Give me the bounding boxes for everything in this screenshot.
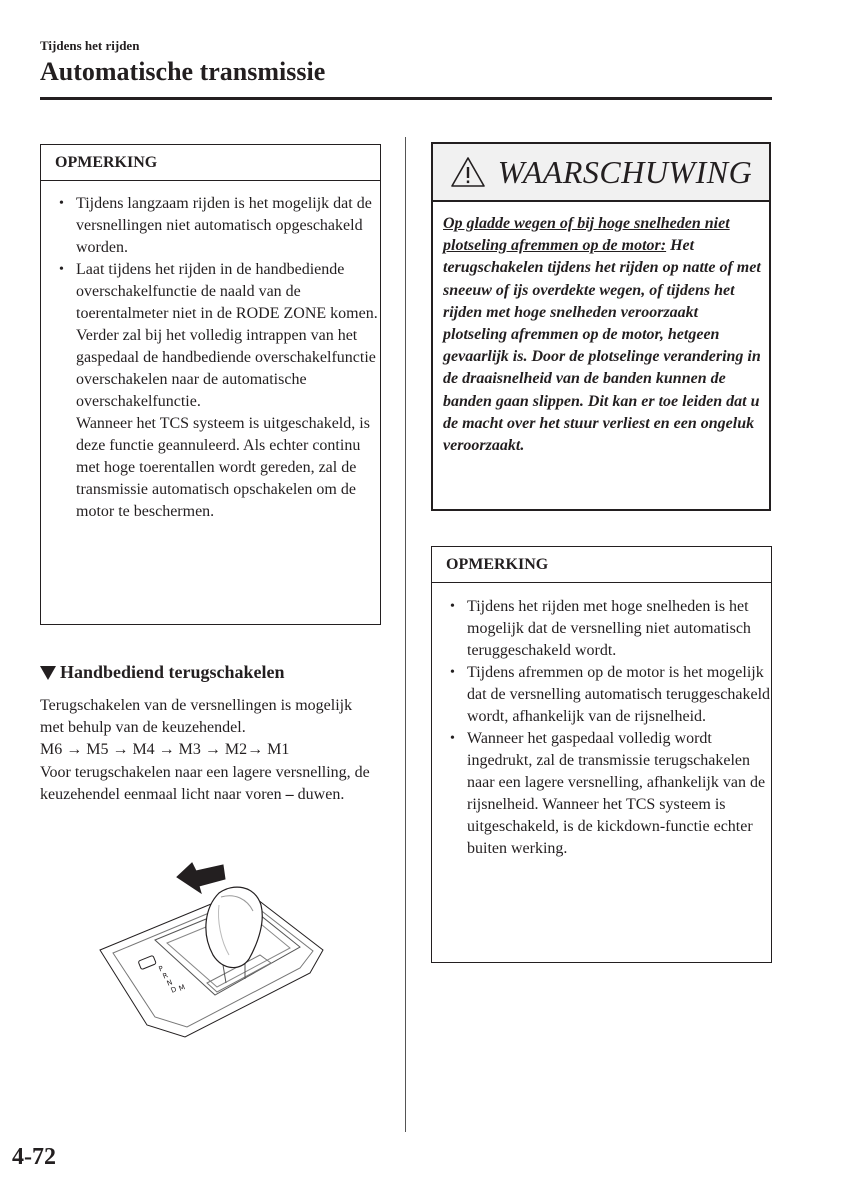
section-label: Tijdens het rijden xyxy=(40,38,140,53)
list-item xyxy=(432,662,771,728)
subsection-heading xyxy=(40,662,285,683)
warning-title: WAARSCHUWING xyxy=(497,153,753,190)
gate-label: P xyxy=(157,964,165,974)
subsection-title: Handbediend terugschakelen xyxy=(60,662,285,682)
note-heading: OPMERKING xyxy=(41,145,380,181)
warning-body: Het terugschakelen tijdens het rijden op natte of met sneeuw of ijs overdekte wegen, of tijdens het rijden met hoge snelheden veroorzaakt plotseling afremmen op de motor, hetgeen gevaarlijk is. Door de plotselinge verandering in de draaisnelheid van de banden kunnen de banden gaan slippen. Dit kan er toe leiden dat u de macht over het stuur verliest en een ongeluk veroorzaakt. xyxy=(443,237,761,455)
list-item-text: • Wanneer het gaspedaal volledig wordt ingedrukt, zal de transmissie terugschakelen naar een lagere versnelling, afhankelijk van de rijsnelheid. Wanneer het TCS systeem is uitgeschakeld, is de kickdown-functie echter buiten werking. xyxy=(467,730,766,857)
list-item xyxy=(41,193,380,259)
list-item xyxy=(41,259,380,523)
body-text xyxy=(40,695,380,806)
column-divider xyxy=(405,137,406,1132)
warning-box xyxy=(431,142,771,511)
paragraph xyxy=(40,762,380,806)
paragraph-text: duwen. xyxy=(297,785,345,803)
down-triangle-icon xyxy=(40,666,56,680)
note-box-left xyxy=(40,144,381,625)
list-item-text: Wanneer het TCS systeem is uitgeschakeld, is deze functie geannuleerd. Als echter continu met hoge toerentallen wordt gereden, zal de transmissie automatisch opschakelen om de motor te beschermen. xyxy=(76,415,370,520)
gear-sequence: M6 → M5 → M4 → M3 → M2→ M1 xyxy=(40,741,290,759)
paragraph: Terugschakelen van de versnellingen is mogelijk met behulp van de keuzehendel. xyxy=(40,697,353,737)
page-title: Automatische transmissie xyxy=(40,57,326,86)
note-box-right xyxy=(431,546,772,963)
warning-triangle-icon xyxy=(450,156,486,188)
gate-label: N xyxy=(165,978,174,988)
gate-label: R xyxy=(161,971,170,981)
warning-header xyxy=(433,144,769,202)
title-rule xyxy=(40,97,772,100)
list-item-text: • Tijdens langzaam rijden is het mogelijk dat de versnellingen niet automatisch opgeschakeld worden. xyxy=(76,195,372,256)
note-list xyxy=(432,583,771,860)
minus-symbol: – xyxy=(285,785,294,803)
gate-label: D xyxy=(169,985,178,995)
gate-label: M xyxy=(177,983,187,993)
paragraph-text: Voor terugschakelen naar een lagere versnelling, de keuzehendel eenmaal licht naar voren xyxy=(40,763,370,803)
list-item xyxy=(432,596,771,662)
page-number: 4-72 xyxy=(12,1144,56,1170)
list-item-text: • Laat tijdens het rijden in de handbediende overschakelfunctie de naald van de toerentalmeter niet in de RODE ZONE komen. Verder zal bij het volledig intrappen van het gaspedaal de handbediende overschakelfunctie overschakelen naar de automatische overschakelfunctie. xyxy=(76,261,378,410)
note-heading: OPMERKING xyxy=(432,547,771,583)
list-item xyxy=(432,728,771,860)
gear-selector-illustration xyxy=(95,855,335,1045)
warning-text xyxy=(433,202,769,457)
list-item-text: • Tijdens het rijden met hoge snelheden is het mogelijk dat de versnelling niet automatisch teruggeschakeld wordt. xyxy=(467,598,751,659)
note-list xyxy=(41,181,380,523)
warning-lead: Op gladde wegen of bij hoge snelheden niet plotseling afremmen op de motor: xyxy=(443,215,730,255)
list-item-text: • Tijdens afremmen op de motor is het mogelijk dat de versnelling automatisch teruggeschakeld wordt, afhankelijk van de rijsnelheid. xyxy=(467,664,771,725)
